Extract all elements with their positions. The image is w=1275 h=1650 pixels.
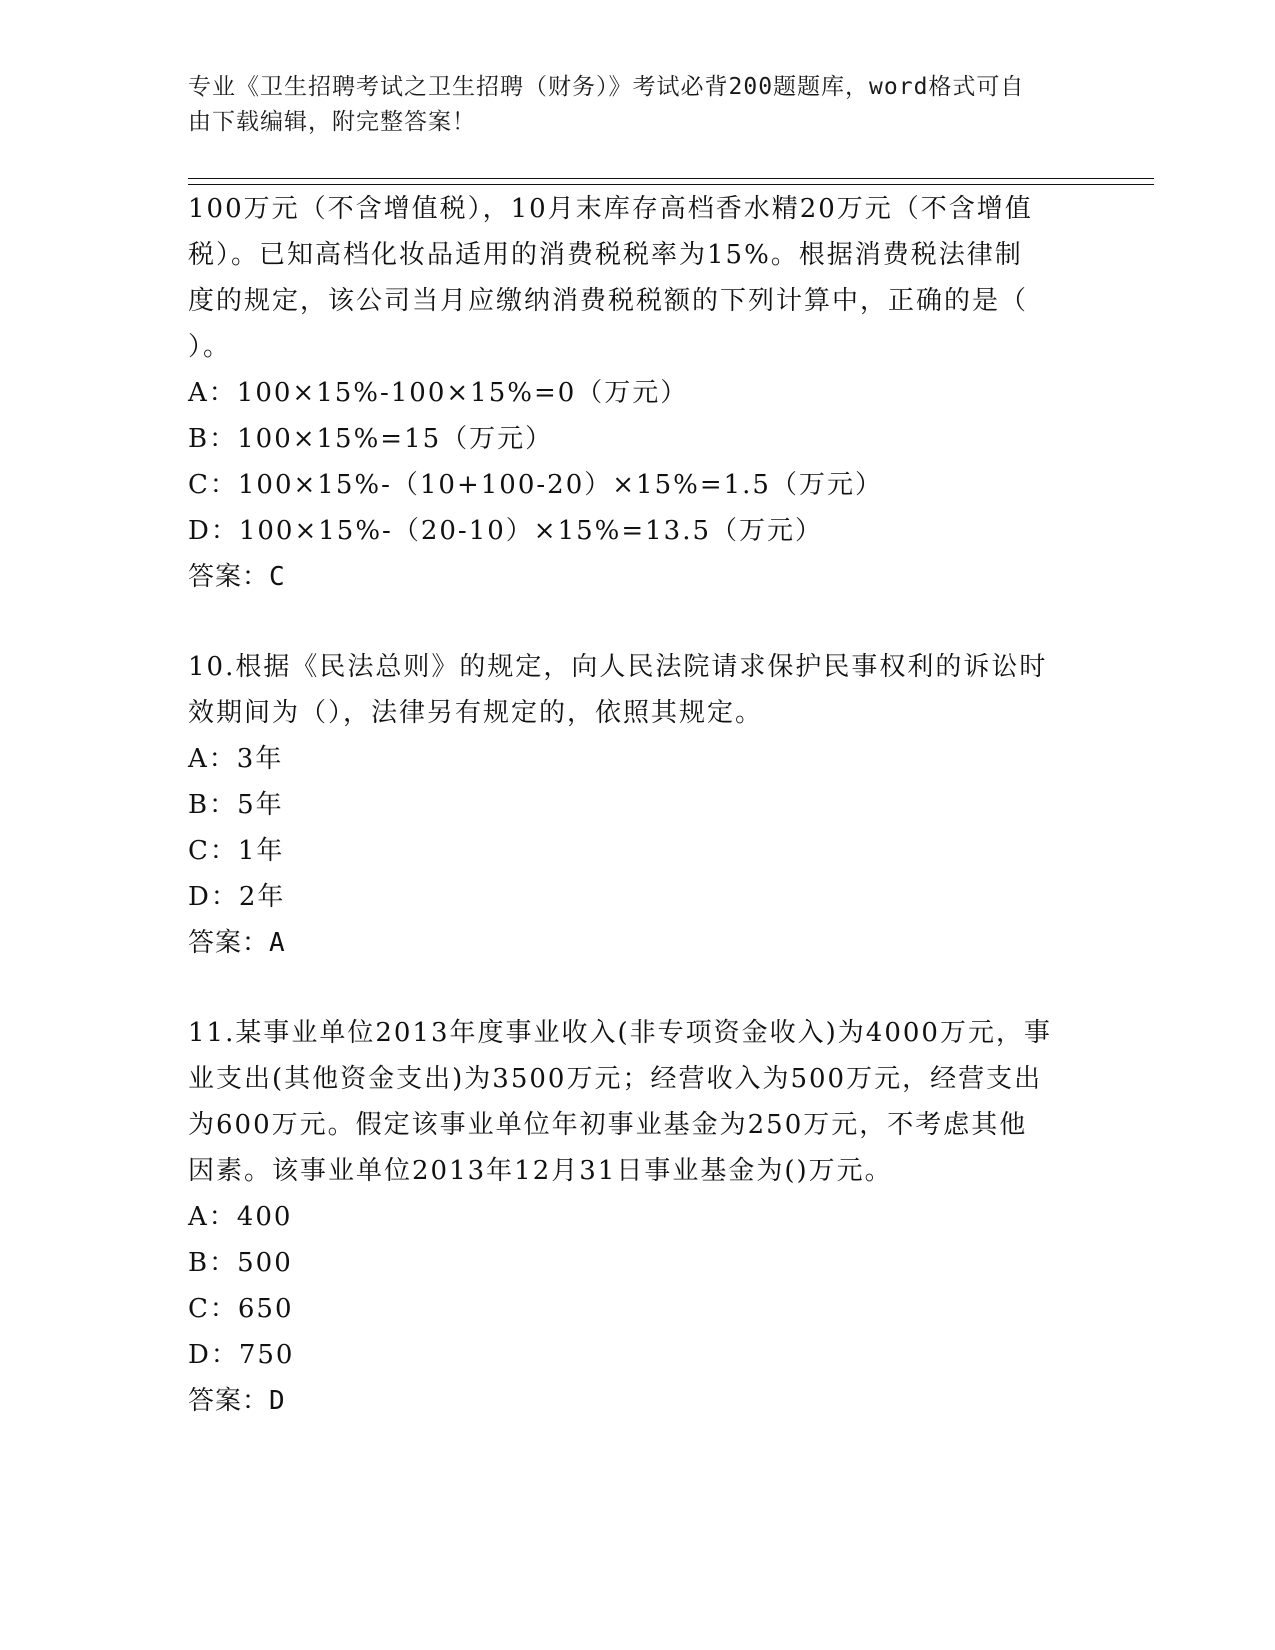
answer-line: 答案：A xyxy=(188,928,286,958)
option-a: A：400 xyxy=(188,1202,293,1232)
option-c: C：100×15%-（10+100-20）×15%=1.5（万元） xyxy=(188,470,883,500)
question-9 xyxy=(188,186,1088,600)
option-c: C：1年 xyxy=(188,836,285,866)
question-stem-line: 100万元（不含增值税），10月末库存高档香水精20万元（不含增值 xyxy=(188,194,1033,224)
question-stem-line: 业支出(其他资金支出)为3500万元；经营收入为500万元，经营支出 xyxy=(188,1064,1043,1094)
header-line-2: 由下载编辑，附完整答案！ xyxy=(188,109,476,135)
option-d: D：2年 xyxy=(188,882,286,912)
document-body xyxy=(188,186,1088,1424)
answer-line: 答案：C xyxy=(188,562,286,592)
option-d: D：750 xyxy=(188,1340,295,1370)
option-a: A：100×15%-100×15%=0（万元） xyxy=(188,378,689,408)
document-header xyxy=(188,70,1078,140)
question-11 xyxy=(188,1010,1088,1424)
question-stem-line: 10.根据《民法总则》的规定，向人民法院请求保护民事权利的诉讼时 xyxy=(188,652,1048,682)
answer-line: 答案：D xyxy=(188,1386,286,1416)
question-stem-line: ）。 xyxy=(188,332,232,362)
question-stem-line: 度的规定，该公司当月应缴纳消费税税额的下列计算中，正确的是（ xyxy=(188,286,1029,316)
header-line-1: 专业《卫生招聘考试之卫生招聘（财务）》考试必背200题题库，word格式可自 xyxy=(188,74,1025,100)
question-10 xyxy=(188,644,1088,966)
option-c: C：650 xyxy=(188,1294,294,1324)
question-spacer xyxy=(188,600,1088,644)
option-d: D：100×15%-（20-10）×15%=13.5（万元） xyxy=(188,516,824,546)
question-stem-line: 为600万元。假定该事业单位年初事业基金为250万元，不考虑其他 xyxy=(188,1110,1028,1140)
question-stem-line: 因素。该事业单位2013年12月31日事业基金为()万元。 xyxy=(188,1156,893,1186)
question-stem-line: 效期间为（），法律另有规定的，依照其规定。 xyxy=(188,698,764,728)
option-b: B：100×15%=15（万元） xyxy=(188,424,554,454)
header-divider-bottom xyxy=(188,184,1154,185)
question-stem-line: 税）。已知高档化妆品适用的消费税税率为15%。根据消费税法律制 xyxy=(188,240,1023,270)
question-stem-line: 11.某事业单位2013年度事业收入(非专项资金收入)为4000万元，事 xyxy=(188,1018,1052,1048)
option-b: B：500 xyxy=(188,1248,293,1278)
option-a: A：3年 xyxy=(188,744,284,774)
option-b: B：5年 xyxy=(188,790,284,820)
header-divider-top xyxy=(188,178,1154,179)
question-spacer xyxy=(188,966,1088,1010)
